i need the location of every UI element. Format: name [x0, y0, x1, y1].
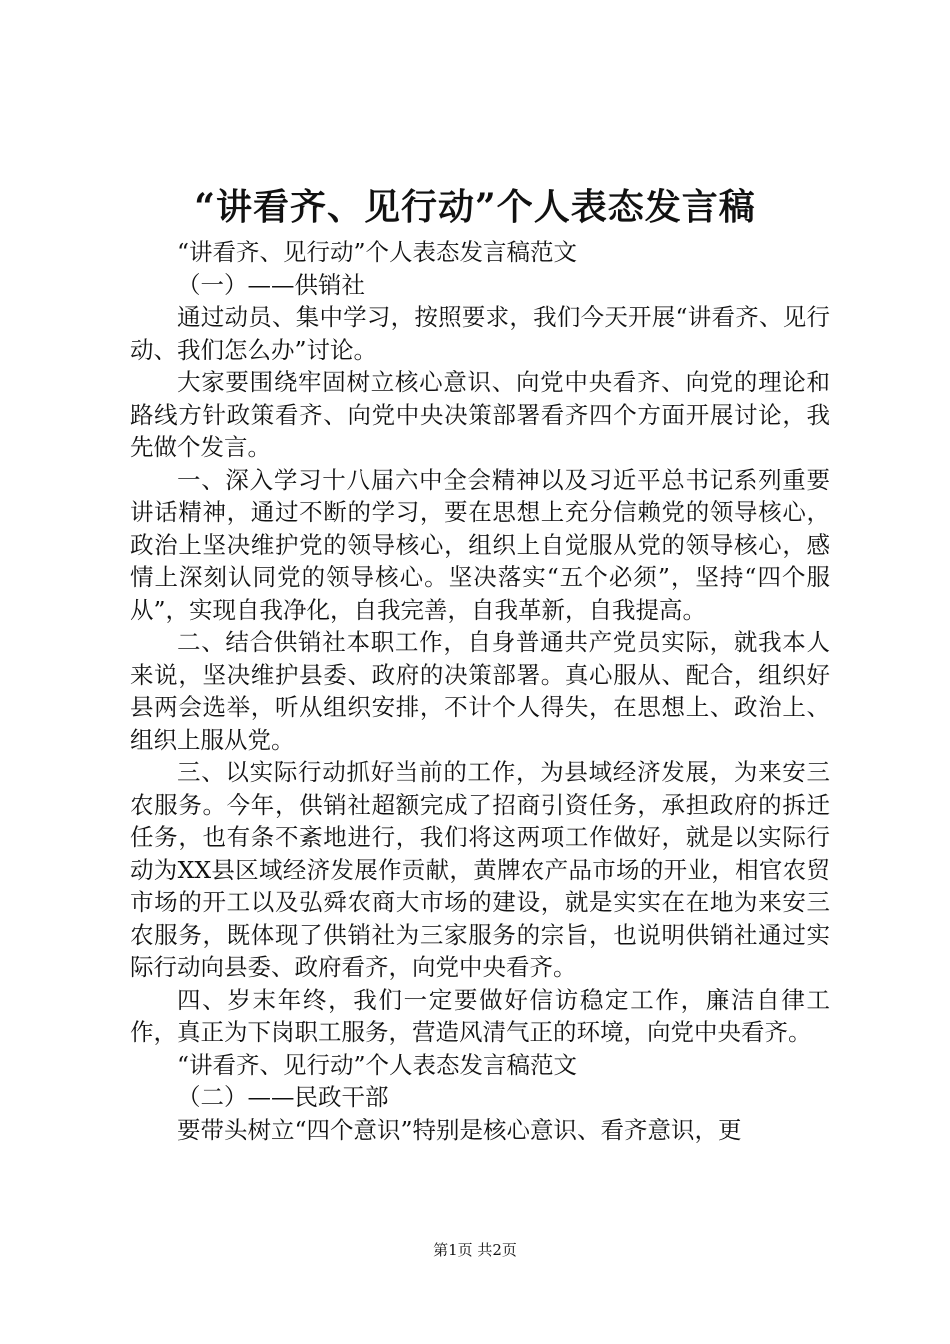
- paragraph: 二、结合供销社本职工作，自身普通共产党员实际，就我本人来说，坚决维护县委、政府的决策部署。真心服从、配合，组织好县两会选举，听从组织安排，不计个人得失，在思想上、政治上、组织上服从党。: [130, 628, 830, 754]
- paragraph: 三、以实际行动抓好当前的工作，为县域经济发展，为来安三农服务。今年，供销社超额完成了招商引资任务，承担政府的拆迁任务，也有条不紊地进行，我们将这两项工作做好，就是以实际行动为XX县区域经济发展作贡献，黄牌农产品市场的开业，相官农贸市场的开工以及弘舜农商大市场的建设，就是实实在在地为来安三农服务，既体现了供销社为三家服务的宗旨，也说明供销社通过实际行动向县委、政府看齐，向党中央看齐。: [130, 758, 830, 981]
- section-subheading: （一）——供销社: [177, 270, 365, 299]
- paragraph: 通过动员、集中学习，按照要求，我们今天开展“讲看齐、见行动、我们怎么办”讨论。: [130, 303, 830, 364]
- page-number-footer: 第1页 共2页: [433, 1241, 517, 1259]
- paragraph: 要带头树立“四个意识”特别是核心意识、看齐意识，更: [177, 1115, 742, 1144]
- paragraph: 大家要围绕牢固树立核心意识、向党中央看齐、向党的理论和路线方针政策看齐、向党中央决策部署看齐四个方面开展讨论，我先做个发言。: [130, 368, 830, 461]
- section-heading: “讲看齐、见行动”个人表态发言稿范文: [177, 1050, 578, 1079]
- paragraph: 四、岁末年终，我们一定要做好信访稳定工作，廉洁自律工作，真正为下岗职工服务，营造风清气正的环境，向党中央看齐。: [130, 985, 830, 1046]
- document-body: [130, 236, 830, 1146]
- section-subheading: （二）——民政干部: [177, 1083, 389, 1111]
- paragraph: 一、深入学习十八届六中全会精神以及习近平总书记系列重要讲话精神，通过不断的学习，要在思想上充分信赖党的领导核心，政治上坚决维护党的领导核心，组织上自觉服从党的领导核心，感情上深刻认同党的领导核心。坚决落实“五个必须”，坚持“四个服从”，实现自我净化，自我完善，自我革新，自我提高。: [130, 465, 830, 624]
- section-heading: “讲看齐、见行动”个人表态发言稿范文: [177, 238, 578, 266]
- document-title: “讲看齐、见行动”个人表态发言稿: [194, 186, 756, 228]
